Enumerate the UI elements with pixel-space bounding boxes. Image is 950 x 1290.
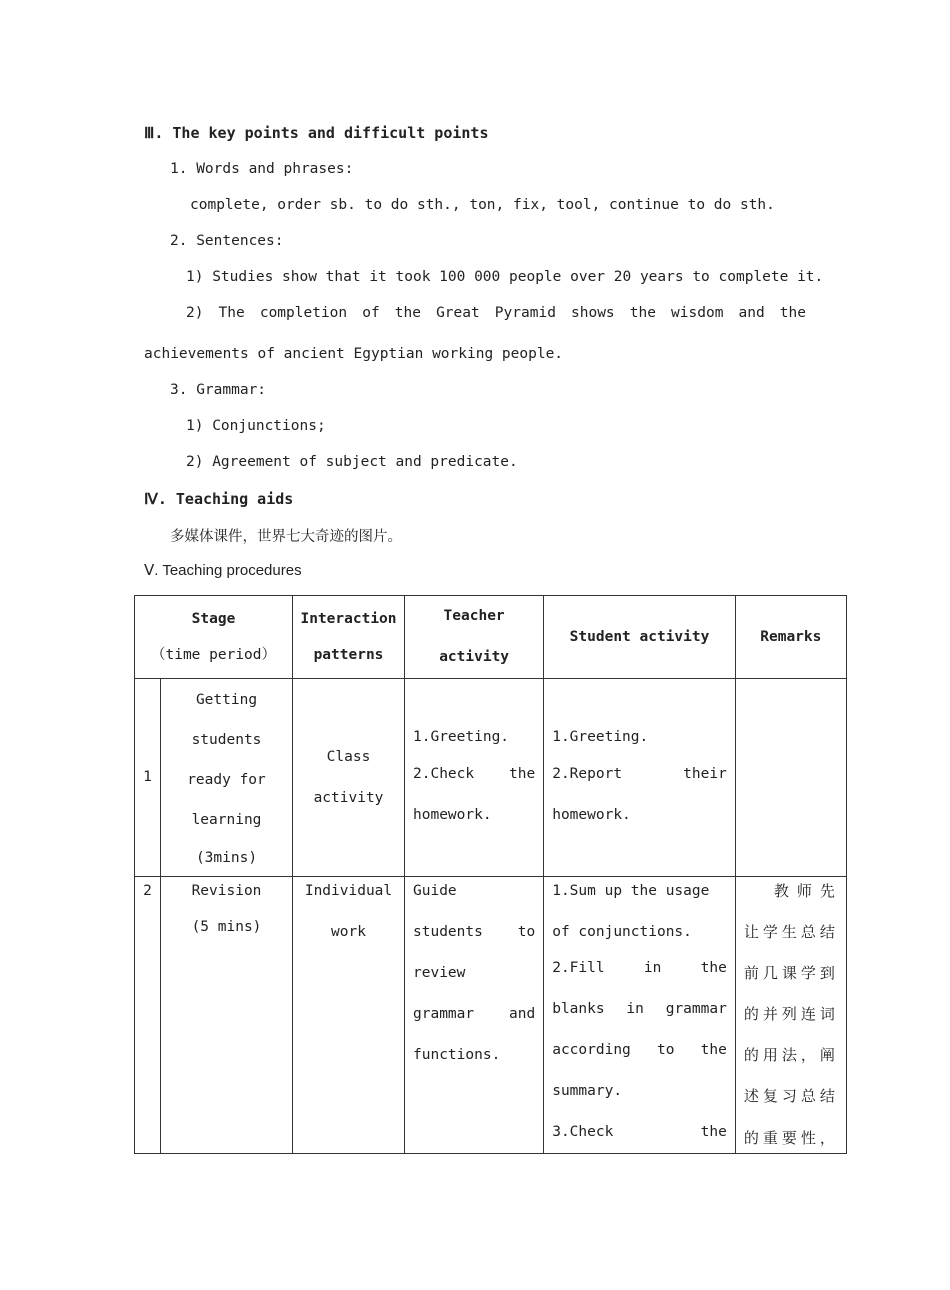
table-row [135,877,847,1154]
student-line: 3.Check the [552,1124,727,1140]
section-heading-key-points: Ⅲ. The key points and difficult points [144,124,489,142]
words-phrases-text: complete, order sb. to do sth., ton, fix, tool, continue to do sth. [190,197,775,213]
interaction-line: activity [313,789,384,806]
stage-line: Getting [195,691,258,708]
row-student-activity [544,877,736,1154]
stage-line: ready for [187,771,266,788]
header-interaction-line-1: Interaction [300,611,397,627]
sentence-2-line-2: achievements of ancient Egyptian working people. [144,346,564,362]
teacher-line: review [413,965,466,981]
remarks-line: 教师先 [773,882,838,900]
row-interaction [293,679,405,877]
row-number: 2 [135,877,161,1154]
header-teacher-line-1: Teacher [443,608,505,624]
header-teacher-line-2: activity [439,649,510,665]
item-grammar: 3. Grammar: [170,382,267,398]
section-heading-teaching-aids: Ⅳ. Teaching aids [144,490,294,508]
row-remarks [735,679,846,877]
stage-line: Revision [191,883,262,899]
row-number: 1 [135,679,161,877]
student-line: homework. [552,806,631,823]
remarks-line: 述复习总结 [743,1087,838,1105]
header-stage-sub: （time period） [150,647,277,663]
student-line: according to the [552,1042,727,1058]
stage-line: (5 mins) [191,919,262,935]
section-heading-procedures: Ⅴ. Teaching procedures [144,562,302,579]
remarks-line: 的重要性， [743,1129,838,1147]
header-interaction [293,596,405,679]
student-line: 1.Greeting. [552,728,649,745]
header-interaction-line-2: patterns [313,647,384,663]
teacher-line: Guide [413,883,457,899]
grammar-2: 2) Agreement of subject and predicate. [186,454,518,470]
row-remarks [735,877,846,1154]
header-student: Student activity [544,596,736,679]
sentence-2-line-1: 2) The completion of the Great Pyramid shows the wisdom and the [186,305,806,321]
grammar-1: 1) Conjunctions; [186,418,326,434]
stage-line: (3mins) [195,849,258,866]
row-stage [161,877,293,1154]
row-student-activity [544,679,736,877]
header-stage [135,596,293,679]
row-stage [161,679,293,877]
teacher-line: 2.Check the [413,765,536,782]
student-line: blanks in grammar [552,1001,727,1017]
row-interaction [293,877,405,1154]
item-sentences: 2. Sentences: [170,233,284,249]
teacher-line: homework. [413,806,492,823]
remarks-line: 让学生总结 [743,923,838,941]
remarks-line: 的用法，阐 [743,1046,838,1064]
header-stage-label: Stage [191,611,236,627]
stage-line: students [191,731,262,748]
sentence-1: 1) Studies show that it took 100 000 people over 20 years to complete it. [186,269,824,285]
procedures-table [134,595,847,1154]
student-line: of conjunctions. [552,924,692,940]
teacher-line: students to [413,924,536,940]
student-line: 1.Sum up the usage [552,883,710,899]
row-teacher-activity [405,877,544,1154]
table-row [135,679,847,877]
header-teacher [405,596,544,679]
teaching-aids-text: 多媒体课件，世界七大奇迹的图片。 [170,529,402,545]
teacher-line: 1.Greeting. [413,728,510,745]
student-line: 2.Fill in the [552,960,727,976]
stage-line: learning [191,811,262,828]
teacher-line: functions. [413,1047,501,1063]
remarks-line: 的并列连词 [743,1005,838,1023]
interaction-line: Individual [304,883,393,899]
header-remarks: Remarks [735,596,846,679]
row-teacher-activity [405,679,544,877]
table-header-row [135,596,847,679]
teacher-line: grammar and [413,1006,536,1022]
remarks-line: 前几课学到 [743,964,838,982]
student-line: 2.Report their [552,765,727,782]
item-words-phrases: 1. Words and phrases: [170,161,354,177]
interaction-line: Class [326,748,371,765]
interaction-line: work [331,924,366,940]
student-line: summary. [552,1083,623,1099]
